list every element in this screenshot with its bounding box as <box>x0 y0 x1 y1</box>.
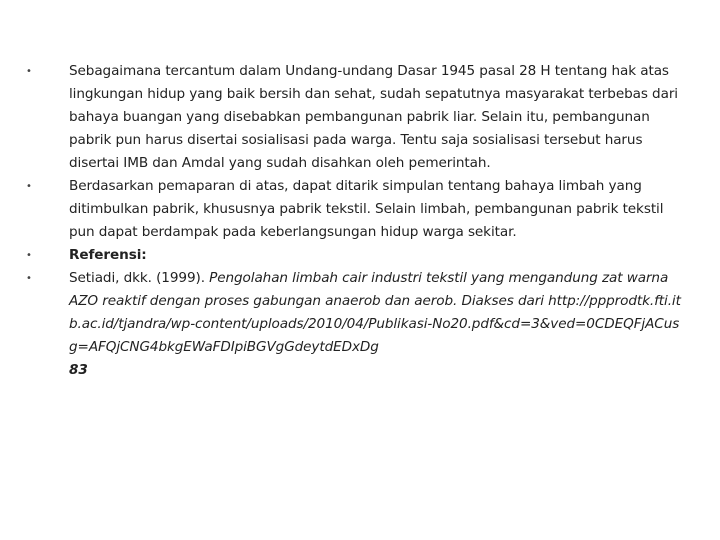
bullet-item-paragraph-1 <box>26 60 686 175</box>
bullet-item-paragraph-2 <box>26 175 686 244</box>
bullet-dot: • <box>26 181 32 192</box>
bullet-dot: • <box>26 250 32 261</box>
reference-author: Setiadi, dkk. (1999). <box>69 270 205 286</box>
bullet-item-reference-entry <box>26 267 686 382</box>
bullet-dot: • <box>26 66 32 77</box>
bullet-item-reference-heading <box>26 244 686 267</box>
paragraph-text: Berdasarkan pemaparan di atas, dapat ditarik simpulan tentang bahaya limbah yang ditimbulkan pabrik, khususnya pabrik tekstil. Selain limbah, pembangunan pabrik tekstil pun dapat berdampak pada keberlangsungan hidup warga sekitar. <box>69 178 664 240</box>
paragraph-text: Sebagaimana tercantum dalam Undang-undang Dasar 1945 pasal 28 H tentang hak atas lingkungan hidup yang baik bersih dan sehat, sudah sepatutnya masyarakat terbebas dari bahaya buangan yang disebabkan pembangunan pabrik liar. Selain itu, pembangunan pabrik pun harus disertai sosialisasi pada warga. Tentu saja sosialisasi tersebut harus disertai IMB dan Amdal yang sudah disahkan oleh pemerintah. <box>69 63 678 171</box>
bullet-dot: • <box>26 273 32 284</box>
reference-url: http://ppprodtk.fti.itb.ac.id/tjandra/wp-content/uploads/2010/04/Publikasi-No20.pdf&cd=3&ved=0CDEQFjACusg=AFQjCNG4bkgEWaFDIpiBGVgGdeytdEDxDg <box>69 293 681 355</box>
reference-title: Pengolahan limbah cair industri tekstil yang mengandung zat warna AZO reaktif dengan proses gabungan anaerob dan aerob. Diakses dari <box>69 270 669 309</box>
reference-page: 83 <box>69 362 88 378</box>
bullet-list <box>26 60 686 382</box>
reference-heading: Referensi: <box>69 247 147 263</box>
